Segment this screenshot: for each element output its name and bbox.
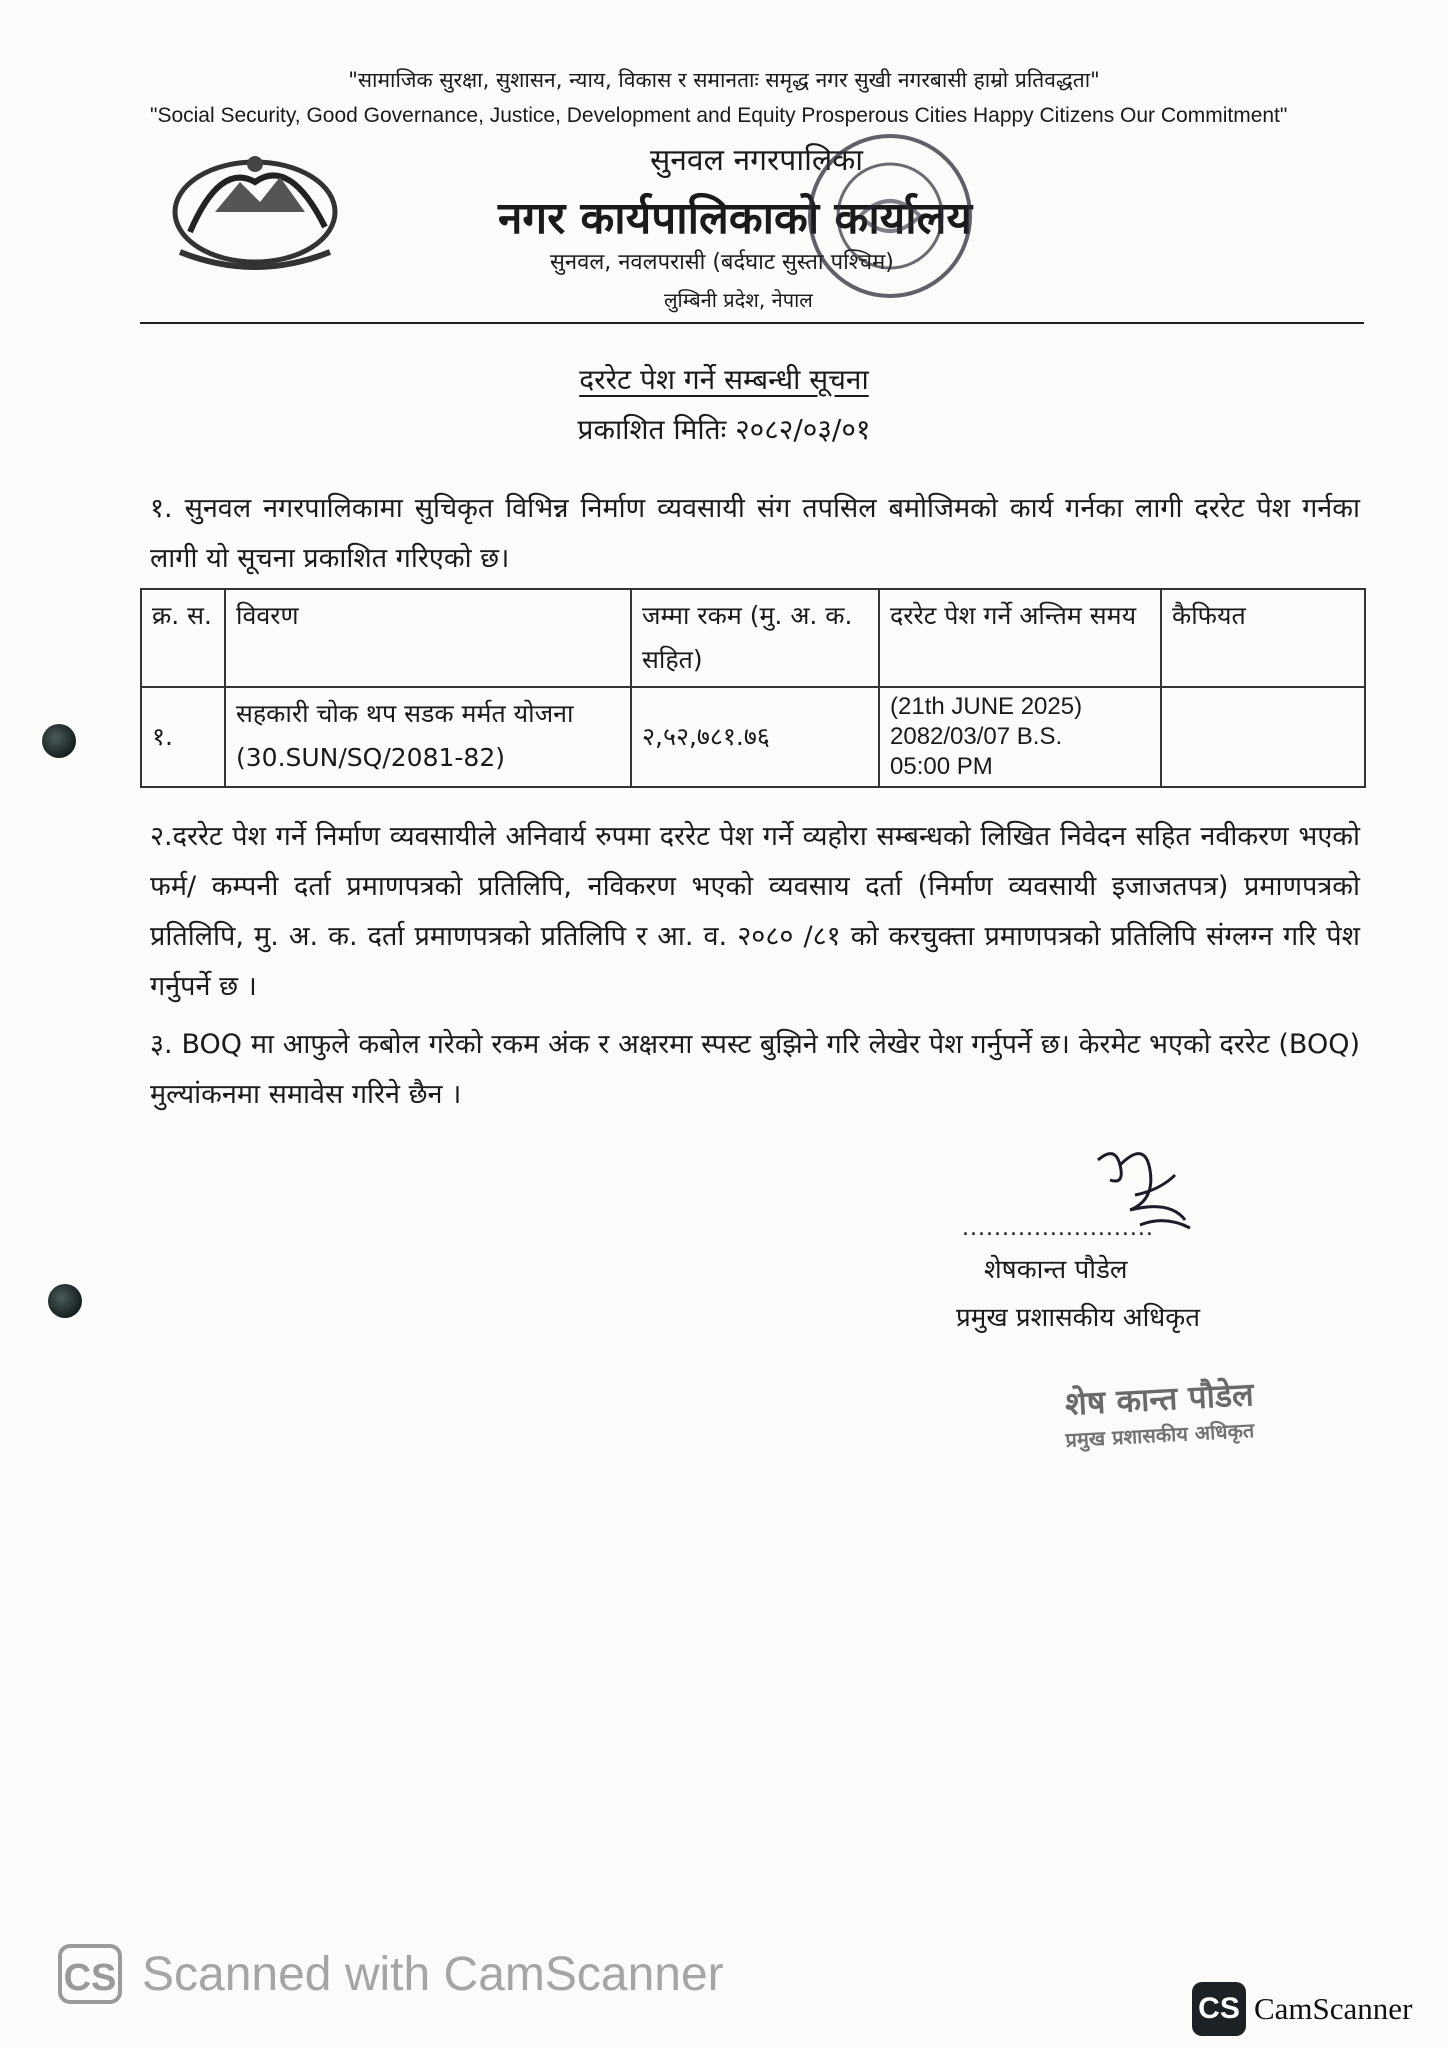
header-divider [140,322,1364,324]
col-serial: क्र. स. [141,589,225,687]
col-description: विवरण [225,589,631,687]
camscanner-logo-icon: CS [58,1944,122,2004]
notice-title: दररेट पेश गर्ने सम्बन्धी सूचना [579,363,869,396]
notice-paragraph-3: ३. BOQ मा आफुले कबोल गरेको रकम अंक र अक्षरमा स्पस्ट बुझिने गरि लेखेर पेश गर्नुपर्ने छ। केरमेट भएको दररेट (BOQ) मुल्यांकनमा समावेस गरिने छैन । [150,1029,1360,1110]
col-amount: जम्मा रकम (मु. अ. क. सहित) [631,589,879,687]
row-amount: २,५२,७८१.७६ [631,687,879,787]
office-seal-stamp-icon [800,126,980,306]
motto-nepali: "सामाजिक सुरक्षा, सुशासन, न्याय, विकास र समानताः समृद्ध नगर सुखी नगरबासी हाम्रो प्रतिवद्धता" [348,68,1100,92]
punch-hole-icon [42,724,76,758]
office-province: लुम्बिनी प्रदेश, नेपाल [664,288,813,312]
published-date: प्रकाशित मितिः २०८२/०३/०१ [577,413,871,446]
signer-title: प्रमुख प्रशासकीय अधिकृत [956,1303,1201,1333]
row-serial: १. [141,687,225,787]
table-row [141,687,1365,787]
office-name: नगर कार्यपालिकाको कार्यालय [498,193,972,244]
col-remarks: कैफियत [1161,589,1365,687]
row-description: सहकारी चोक थप सडक मर्मत योजना (30.SUN/SQ/2081-82) [225,687,631,787]
col-deadline: दररेट पेश गर्ने अन्तिम समय [879,589,1161,687]
municipality-name: सुनवल नगरपालिका [650,143,864,178]
row-deadline [879,687,1161,787]
stamp-name-text: शेष कान्त पौडेल [1064,1375,1255,1423]
camscanner-watermark [58,1944,724,2004]
brand-text: CamScanner [1254,1991,1413,2026]
office-address: सुनवल, नवलपरासी (बर्दघाट सुस्ता पश्चिम) [550,250,894,275]
name-stamp-icon [1030,1372,1290,1452]
punch-hole-icon [48,1284,82,1318]
row-remarks [1161,687,1365,787]
deadline-time: 05:00 PM [890,753,993,780]
deadline-bs-date: 2082/03/07 B.S. [890,723,1063,750]
stamp-title-text: प्रमुख प्रशासकीय अधिकृत [1064,1418,1255,1452]
motto-english: "Social Security, Good Governance, Justice, Development and Equity Prosperous Cities Happy Citizens Our Commitment" [150,104,1288,127]
camscanner-brand [1192,1982,1412,2036]
table-header-row [141,589,1365,687]
rate-table [140,588,1366,788]
nepal-emblem-icon [160,142,350,277]
notice-paragraph-2: २.दररेट पेश गर्ने निर्माण व्यवसायीले अनिवार्य रुपमा दररेट पेश गर्ने व्यहोरा सम्बन्धको लिखित निवेदन सहित नवीकरण भएको फर्म/ कम्पनी दर्ता प्रमाणपत्रको प्रतिलिपि, नविकरण भएको व्यवसाय दर्ता (निर्माण व्यवसायी इजाजतपत्र) प्रमाणपत्रको प्रतिलिपि, मु. अ. क. दर्ता प्रमाणपत्रको प्रतिलिपि र आ. व. २०८० /८१ को करचुक्ता प्रमाणपत्रको प्रतिलिपि संग्लग्न गरि पेश गर्नुपर्ने छ । [150,821,1360,1002]
signature-line: ........................ [962,1216,1154,1241]
watermark-text: Scanned with CamScanner [142,1947,724,2001]
camscanner-badge-icon: CS [1192,1982,1246,2036]
signer-name: शेषकान्त पौडेल [984,1255,1128,1285]
deadline-english-date: (21th JUNE 2025) [890,693,1083,720]
notice-paragraph-1: १. सुनवल नगरपालिकामा सुचिकृत विभिन्न निर्माण व्यवसायी संग तपसिल बमोजिमको कार्य गर्नका लागी दररेट पेश गर्नका लागी यो सूचना प्रकाशित गरिएको छ। [150,493,1360,574]
